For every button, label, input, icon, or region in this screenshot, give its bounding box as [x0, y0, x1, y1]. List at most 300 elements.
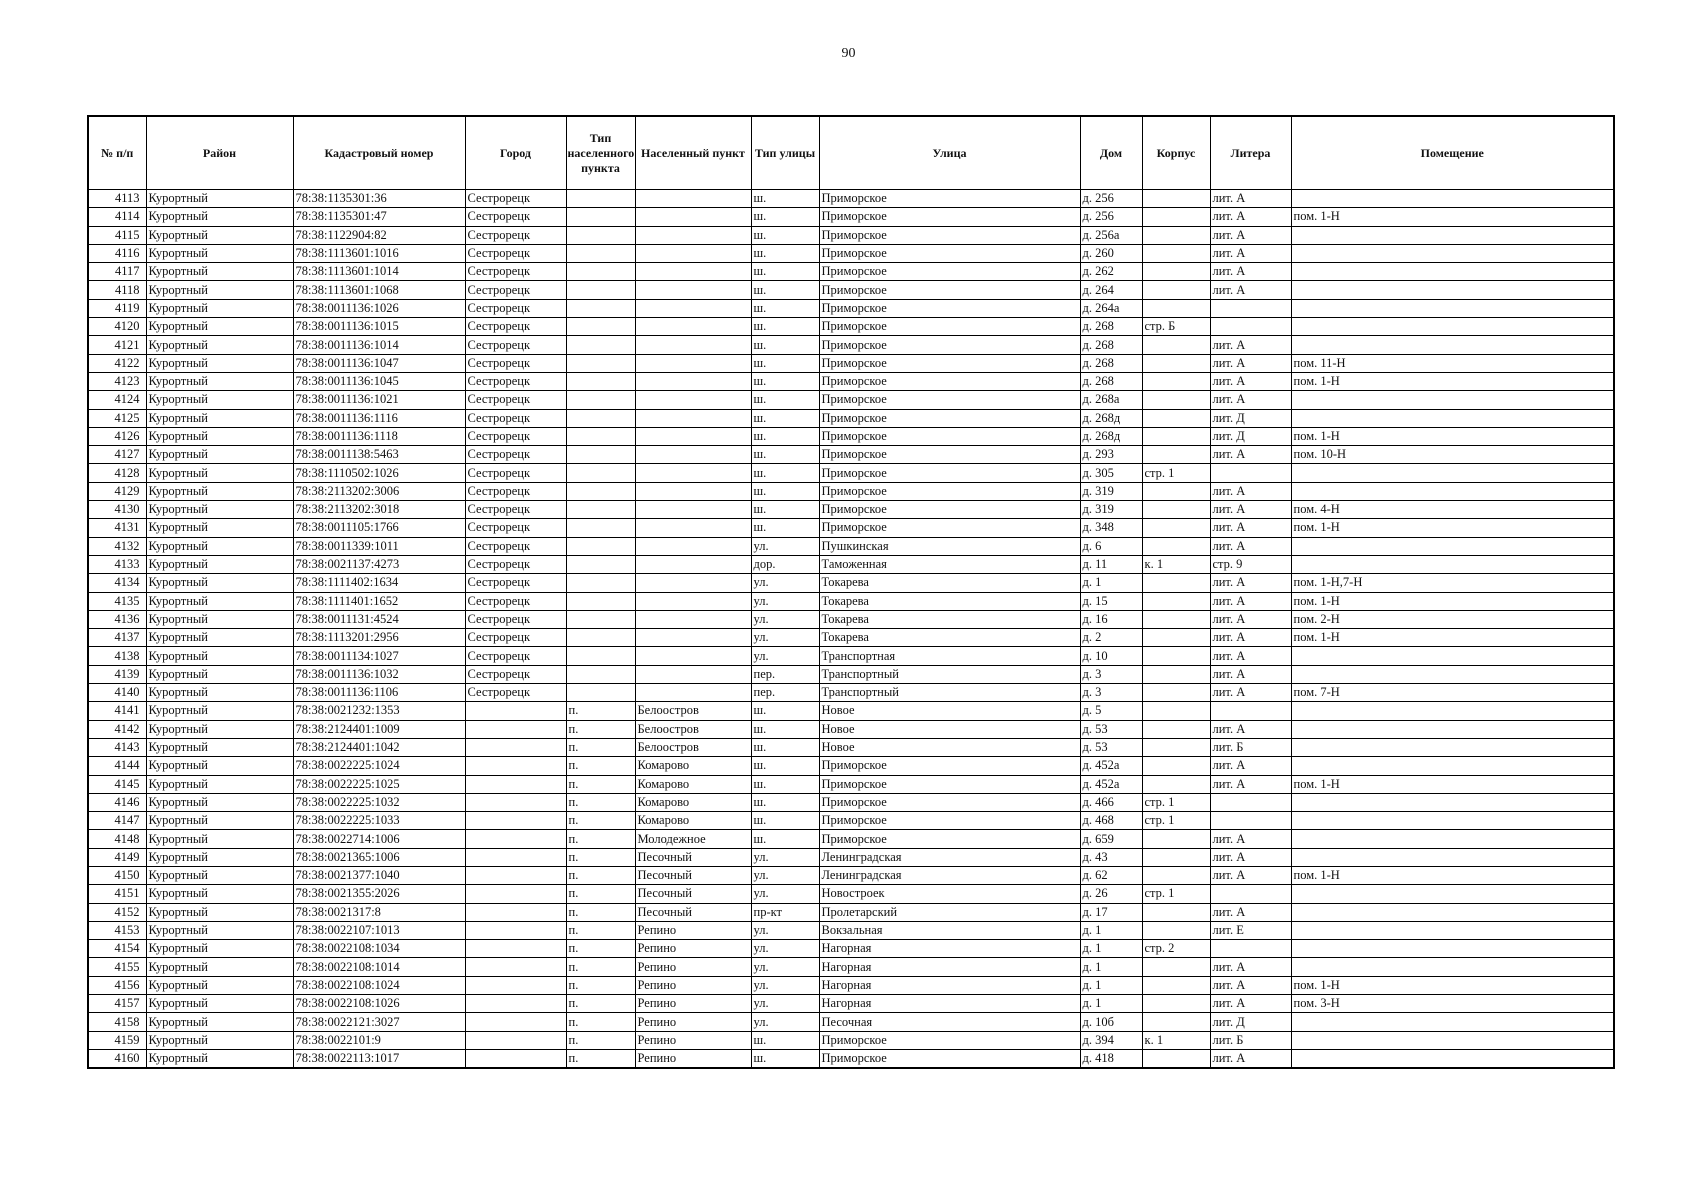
cell-letter: [1210, 812, 1291, 830]
cell-settlement: Репино: [635, 921, 751, 939]
cell-building: [1142, 976, 1210, 994]
cell-premises: [1291, 1049, 1614, 1068]
cell-settlement-type: п.: [566, 1049, 635, 1068]
cell-district: Курортный: [146, 208, 293, 226]
cell-city: [465, 958, 566, 976]
cell-letter: лит. А: [1210, 537, 1291, 555]
cell-building: стр. 1: [1142, 885, 1210, 903]
cell-settlement: Белоостров: [635, 702, 751, 720]
cell-building: к. 1: [1142, 555, 1210, 573]
cell-cadastral-number: 78:38:1135301:36: [293, 190, 465, 208]
cell-premises: [1291, 1013, 1614, 1031]
cell-building: [1142, 921, 1210, 939]
cell-district: Курортный: [146, 519, 293, 537]
cell-street: Приморское: [819, 519, 1080, 537]
cell-district: Курортный: [146, 738, 293, 756]
cell-street: Приморское: [819, 409, 1080, 427]
cell-house: д. 319: [1080, 482, 1142, 500]
column-header-house: Дом: [1080, 116, 1142, 190]
cell-premises: [1291, 299, 1614, 317]
cell-premises: пом. 7-Н: [1291, 684, 1614, 702]
cell-cadastral-number: 78:38:0022108:1026: [293, 995, 465, 1013]
cell-settlement-type: п.: [566, 958, 635, 976]
cell-number: 4129: [88, 482, 146, 500]
cell-street-type: ш.: [751, 409, 819, 427]
cell-district: Курортный: [146, 537, 293, 555]
cell-settlement: [635, 684, 751, 702]
cell-number: 4146: [88, 793, 146, 811]
cell-premises: [1291, 244, 1614, 262]
cell-street-type: ш.: [751, 738, 819, 756]
cell-letter: [1210, 464, 1291, 482]
cell-settlement-type: [566, 665, 635, 683]
cell-number: 4152: [88, 903, 146, 921]
cell-premises: [1291, 226, 1614, 244]
cell-cadastral-number: 78:38:1111402:1634: [293, 574, 465, 592]
cell-district: Курортный: [146, 775, 293, 793]
cell-letter: лит. А: [1210, 391, 1291, 409]
cell-number: 4119: [88, 299, 146, 317]
table-row: [88, 190, 1614, 208]
table-row: [88, 263, 1614, 281]
cell-letter: лит. А: [1210, 610, 1291, 628]
cell-cadastral-number: 78:38:0021137:4273: [293, 555, 465, 573]
cell-house: д. 5: [1080, 702, 1142, 720]
cell-cadastral-number: 78:38:0011136:1106: [293, 684, 465, 702]
cell-building: стр. 2: [1142, 940, 1210, 958]
cell-street: Ленинградская: [819, 848, 1080, 866]
cell-district: Курортный: [146, 812, 293, 830]
cell-house: д. 452а: [1080, 775, 1142, 793]
cell-house: д. 268д: [1080, 409, 1142, 427]
cell-letter: [1210, 793, 1291, 811]
cell-number: 4124: [88, 391, 146, 409]
cell-street-type: ул.: [751, 537, 819, 555]
cell-settlement: [635, 574, 751, 592]
cell-district: Курортный: [146, 1031, 293, 1049]
cell-settlement: Репино: [635, 958, 751, 976]
cell-cadastral-number: 78:38:2113202:3006: [293, 482, 465, 500]
cell-street-type: ш.: [751, 830, 819, 848]
cell-street: Приморское: [819, 299, 1080, 317]
table-row: [88, 427, 1614, 445]
cell-cadastral-number: 78:38:0011136:1015: [293, 318, 465, 336]
cell-premises: [1291, 958, 1614, 976]
table-row: [88, 866, 1614, 884]
cell-building: [1142, 757, 1210, 775]
cell-cadastral-number: 78:38:0021365:1006: [293, 848, 465, 866]
cell-settlement-type: п.: [566, 830, 635, 848]
cell-number: 4128: [88, 464, 146, 482]
cell-district: Курортный: [146, 446, 293, 464]
cell-building: стр. 1: [1142, 464, 1210, 482]
cell-street-type: ш.: [751, 354, 819, 372]
cell-street: Приморское: [819, 336, 1080, 354]
cell-house: д. 468: [1080, 812, 1142, 830]
cell-settlement: [635, 263, 751, 281]
cell-district: Курортный: [146, 720, 293, 738]
cell-number: 4140: [88, 684, 146, 702]
cell-city: Сестрорецк: [465, 208, 566, 226]
cell-street: Приморское: [819, 318, 1080, 336]
cell-settlement-type: п.: [566, 720, 635, 738]
cell-cadastral-number: 78:38:0022108:1034: [293, 940, 465, 958]
table-row: [88, 921, 1614, 939]
cell-house: д. 264а: [1080, 299, 1142, 317]
table-row: [88, 354, 1614, 372]
cell-district: Курортный: [146, 885, 293, 903]
cell-building: [1142, 482, 1210, 500]
cell-city: Сестрорецк: [465, 574, 566, 592]
cell-number: 4133: [88, 555, 146, 573]
cell-city: [465, 940, 566, 958]
table-row: [88, 995, 1614, 1013]
cell-street: Токарева: [819, 610, 1080, 628]
cell-letter: лит. А: [1210, 281, 1291, 299]
cell-number: 4143: [88, 738, 146, 756]
cell-settlement-type: [566, 592, 635, 610]
cell-house: д. 256а: [1080, 226, 1142, 244]
cell-number: 4131: [88, 519, 146, 537]
cell-settlement: Репино: [635, 940, 751, 958]
cell-street: Новостроек: [819, 885, 1080, 903]
cell-number: 4158: [88, 1013, 146, 1031]
cell-house: д. 16: [1080, 610, 1142, 628]
cell-city: Сестрорецк: [465, 354, 566, 372]
column-header-premises: Помещение: [1291, 116, 1614, 190]
cell-building: [1142, 995, 1210, 1013]
cell-settlement: Песочный: [635, 903, 751, 921]
cell-settlement-type: [566, 208, 635, 226]
cell-city: Сестрорецк: [465, 592, 566, 610]
cell-street-type: ш.: [751, 1031, 819, 1049]
cell-premises: [1291, 281, 1614, 299]
cell-letter: лит. А: [1210, 830, 1291, 848]
table-row: [88, 940, 1614, 958]
cell-city: Сестрорецк: [465, 482, 566, 500]
cell-cadastral-number: 78:38:0011105:1766: [293, 519, 465, 537]
cell-settlement-type: [566, 610, 635, 628]
cell-district: Курортный: [146, 921, 293, 939]
cell-letter: лит. А: [1210, 684, 1291, 702]
cell-cadastral-number: 78:38:1111401:1652: [293, 592, 465, 610]
cell-city: Сестрорецк: [465, 537, 566, 555]
cell-settlement-type: п.: [566, 866, 635, 884]
table-row: [88, 793, 1614, 811]
cell-district: Курортный: [146, 281, 293, 299]
cell-premises: [1291, 482, 1614, 500]
cell-cadastral-number: 78:38:0022225:1024: [293, 757, 465, 775]
cell-letter: лит. А: [1210, 446, 1291, 464]
table-row: [88, 629, 1614, 647]
cell-settlement: [635, 318, 751, 336]
cell-district: Курортный: [146, 995, 293, 1013]
cell-building: [1142, 775, 1210, 793]
cell-house: д. 256: [1080, 190, 1142, 208]
cell-number: 4122: [88, 354, 146, 372]
cell-letter: лит. А: [1210, 519, 1291, 537]
cell-cadastral-number: 78:38:0022121:3027: [293, 1013, 465, 1031]
cell-building: к. 1: [1142, 1031, 1210, 1049]
cell-premises: [1291, 885, 1614, 903]
cell-premises: пом. 11-Н: [1291, 354, 1614, 372]
cell-settlement: Репино: [635, 1031, 751, 1049]
cell-city: [465, 830, 566, 848]
cell-cadastral-number: 78:38:0011131:4524: [293, 610, 465, 628]
cell-street-type: ул.: [751, 610, 819, 628]
cell-settlement: [635, 354, 751, 372]
cell-street-type: ул.: [751, 866, 819, 884]
cell-district: Курортный: [146, 263, 293, 281]
table-row: [88, 446, 1614, 464]
cell-settlement-type: [566, 354, 635, 372]
cell-settlement: [635, 427, 751, 445]
cell-street: Приморское: [819, 775, 1080, 793]
cell-street: Нагорная: [819, 940, 1080, 958]
cell-number: 4138: [88, 647, 146, 665]
cell-district: Курортный: [146, 903, 293, 921]
cell-cadastral-number: 78:38:1122904:82: [293, 226, 465, 244]
cell-house: д. 466: [1080, 793, 1142, 811]
cell-street-type: ш.: [751, 190, 819, 208]
cell-building: [1142, 354, 1210, 372]
cell-street-type: ш.: [751, 427, 819, 445]
cell-number: 4144: [88, 757, 146, 775]
cell-settlement: [635, 409, 751, 427]
cell-letter: лит. А: [1210, 720, 1291, 738]
cell-district: Курортный: [146, 866, 293, 884]
cell-letter: [1210, 885, 1291, 903]
cell-street: Токарева: [819, 574, 1080, 592]
cell-letter: лит. А: [1210, 1049, 1291, 1068]
cell-street: Ленинградская: [819, 866, 1080, 884]
table-row: [88, 318, 1614, 336]
table-row: [88, 281, 1614, 299]
cell-premises: [1291, 555, 1614, 573]
cell-cadastral-number: 78:38:2124401:1009: [293, 720, 465, 738]
cell-number: 4137: [88, 629, 146, 647]
cell-settlement-type: [566, 427, 635, 445]
cell-letter: лит. А: [1210, 354, 1291, 372]
cell-settlement-type: [566, 391, 635, 409]
cell-settlement-type: п.: [566, 885, 635, 903]
cell-settlement-type: [566, 336, 635, 354]
cell-street: Транспортный: [819, 684, 1080, 702]
cell-street-type: ш.: [751, 391, 819, 409]
cell-settlement: [635, 281, 751, 299]
cell-settlement-type: [566, 446, 635, 464]
cell-premises: пом. 1-Н: [1291, 519, 1614, 537]
cell-premises: [1291, 848, 1614, 866]
cell-district: Курортный: [146, 464, 293, 482]
cell-city: Сестрорецк: [465, 336, 566, 354]
cell-street: Приморское: [819, 208, 1080, 226]
cell-letter: [1210, 702, 1291, 720]
cell-house: д. 53: [1080, 738, 1142, 756]
cell-street-type: ш.: [751, 482, 819, 500]
cell-district: Курортный: [146, 757, 293, 775]
cell-settlement-type: п.: [566, 702, 635, 720]
cell-letter: лит. А: [1210, 775, 1291, 793]
cell-settlement-type: п.: [566, 903, 635, 921]
cell-premises: пом. 1-Н: [1291, 866, 1614, 884]
cell-cadastral-number: 78:38:1110502:1026: [293, 464, 465, 482]
cell-city: [465, 757, 566, 775]
table-row: [88, 610, 1614, 628]
cell-number: 4126: [88, 427, 146, 445]
cell-building: [1142, 281, 1210, 299]
cell-street: Приморское: [819, 427, 1080, 445]
cell-settlement: Песочный: [635, 848, 751, 866]
cell-settlement-type: п.: [566, 848, 635, 866]
cell-letter: лит. Д: [1210, 409, 1291, 427]
cell-building: стр. 1: [1142, 793, 1210, 811]
cell-street-type: ш.: [751, 281, 819, 299]
cell-district: Курортный: [146, 665, 293, 683]
column-header-district: Район: [146, 116, 293, 190]
column-header-city: Город: [465, 116, 566, 190]
cell-street: Приморское: [819, 501, 1080, 519]
cell-premises: пом. 2-Н: [1291, 610, 1614, 628]
cell-settlement: [635, 519, 751, 537]
cell-district: Курортный: [146, 1049, 293, 1068]
cell-number: 4160: [88, 1049, 146, 1068]
column-header-settlement: Населенный пункт: [635, 116, 751, 190]
cell-number: 4141: [88, 702, 146, 720]
cell-house: д. 1: [1080, 574, 1142, 592]
cell-street: Нагорная: [819, 976, 1080, 994]
cell-cadastral-number: 78:38:2124401:1042: [293, 738, 465, 756]
cell-street: Приморское: [819, 1049, 1080, 1068]
cell-street-type: ш.: [751, 318, 819, 336]
cell-letter: лит. Д: [1210, 427, 1291, 445]
cell-building: [1142, 208, 1210, 226]
cell-letter: лит. А: [1210, 336, 1291, 354]
cell-street-type: ш.: [751, 372, 819, 390]
cell-street: Приморское: [819, 244, 1080, 262]
cell-street: Приморское: [819, 372, 1080, 390]
cell-letter: лит. А: [1210, 665, 1291, 683]
table-row: [88, 537, 1614, 555]
cell-building: стр. Б: [1142, 318, 1210, 336]
cell-premises: [1291, 391, 1614, 409]
cell-street-type: ул.: [751, 848, 819, 866]
cell-premises: [1291, 940, 1614, 958]
cell-street: Приморское: [819, 446, 1080, 464]
cell-premises: [1291, 812, 1614, 830]
cell-street: Новое: [819, 702, 1080, 720]
column-header-number: № п/п: [88, 116, 146, 190]
cell-letter: лит. А: [1210, 190, 1291, 208]
cell-building: [1142, 702, 1210, 720]
cell-house: д. 319: [1080, 501, 1142, 519]
cell-district: Курортный: [146, 555, 293, 573]
cell-building: [1142, 903, 1210, 921]
cell-district: Курортный: [146, 976, 293, 994]
cell-building: [1142, 427, 1210, 445]
cell-cadastral-number: 78:38:1113601:1068: [293, 281, 465, 299]
cell-building: [1142, 299, 1210, 317]
cell-street: Нагорная: [819, 995, 1080, 1013]
cell-district: Курортный: [146, 391, 293, 409]
cell-building: [1142, 519, 1210, 537]
cell-city: Сестрорецк: [465, 610, 566, 628]
cell-street: Приморское: [819, 354, 1080, 372]
cell-street: Приморское: [819, 281, 1080, 299]
table-row: [88, 976, 1614, 994]
cell-letter: лит. А: [1210, 482, 1291, 500]
cell-letter: [1210, 940, 1291, 958]
cell-number: 4121: [88, 336, 146, 354]
cell-number: 4114: [88, 208, 146, 226]
cell-cadastral-number: 78:38:0022108:1014: [293, 958, 465, 976]
column-header-cadastral-number: Кадастровый номер: [293, 116, 465, 190]
table-row: [88, 812, 1614, 830]
cell-street: Приморское: [819, 757, 1080, 775]
cell-city: [465, 1013, 566, 1031]
cell-city: Сестрорецк: [465, 318, 566, 336]
table-row: [88, 684, 1614, 702]
cell-city: Сестрорецк: [465, 299, 566, 317]
cell-premises: [1291, 647, 1614, 665]
cell-letter: лит. А: [1210, 592, 1291, 610]
cell-street-type: ш.: [751, 1049, 819, 1068]
cell-city: Сестрорецк: [465, 665, 566, 683]
cell-building: [1142, 866, 1210, 884]
cell-street-type: ул.: [751, 921, 819, 939]
cell-district: Курортный: [146, 848, 293, 866]
cell-cadastral-number: 78:38:1113201:2956: [293, 629, 465, 647]
table-row: [88, 482, 1614, 500]
cell-city: Сестрорецк: [465, 629, 566, 647]
cell-house: д. 268а: [1080, 391, 1142, 409]
cell-district: Курортный: [146, 830, 293, 848]
cell-settlement: [635, 446, 751, 464]
cell-district: Курортный: [146, 574, 293, 592]
cell-house: д. 3: [1080, 665, 1142, 683]
cell-number: 4145: [88, 775, 146, 793]
cell-letter: лит. Д: [1210, 1013, 1291, 1031]
cell-settlement-type: п.: [566, 793, 635, 811]
cell-street-type: ш.: [751, 464, 819, 482]
cell-number: 4132: [88, 537, 146, 555]
cell-settlement: Комарово: [635, 775, 751, 793]
cell-street-type: ш.: [751, 446, 819, 464]
cell-building: [1142, 574, 1210, 592]
cell-district: Курортный: [146, 244, 293, 262]
table-row: [88, 501, 1614, 519]
cell-settlement-type: п.: [566, 812, 635, 830]
cell-house: д. 10б: [1080, 1013, 1142, 1031]
cell-building: [1142, 537, 1210, 555]
cell-letter: лит. А: [1210, 995, 1291, 1013]
table-row: [88, 592, 1614, 610]
cell-street-type: ш.: [751, 244, 819, 262]
cell-settlement: Белоостров: [635, 738, 751, 756]
table-header-row: [88, 116, 1614, 190]
cell-building: [1142, 610, 1210, 628]
cell-settlement: Репино: [635, 995, 751, 1013]
table-row: [88, 885, 1614, 903]
cell-street-type: ш.: [751, 702, 819, 720]
cell-premises: [1291, 757, 1614, 775]
cell-house: д. 6: [1080, 537, 1142, 555]
cell-district: Курортный: [146, 940, 293, 958]
cell-letter: лит. А: [1210, 976, 1291, 994]
cell-house: д. 348: [1080, 519, 1142, 537]
cell-house: д. 260: [1080, 244, 1142, 262]
cell-street-type: ул.: [751, 995, 819, 1013]
